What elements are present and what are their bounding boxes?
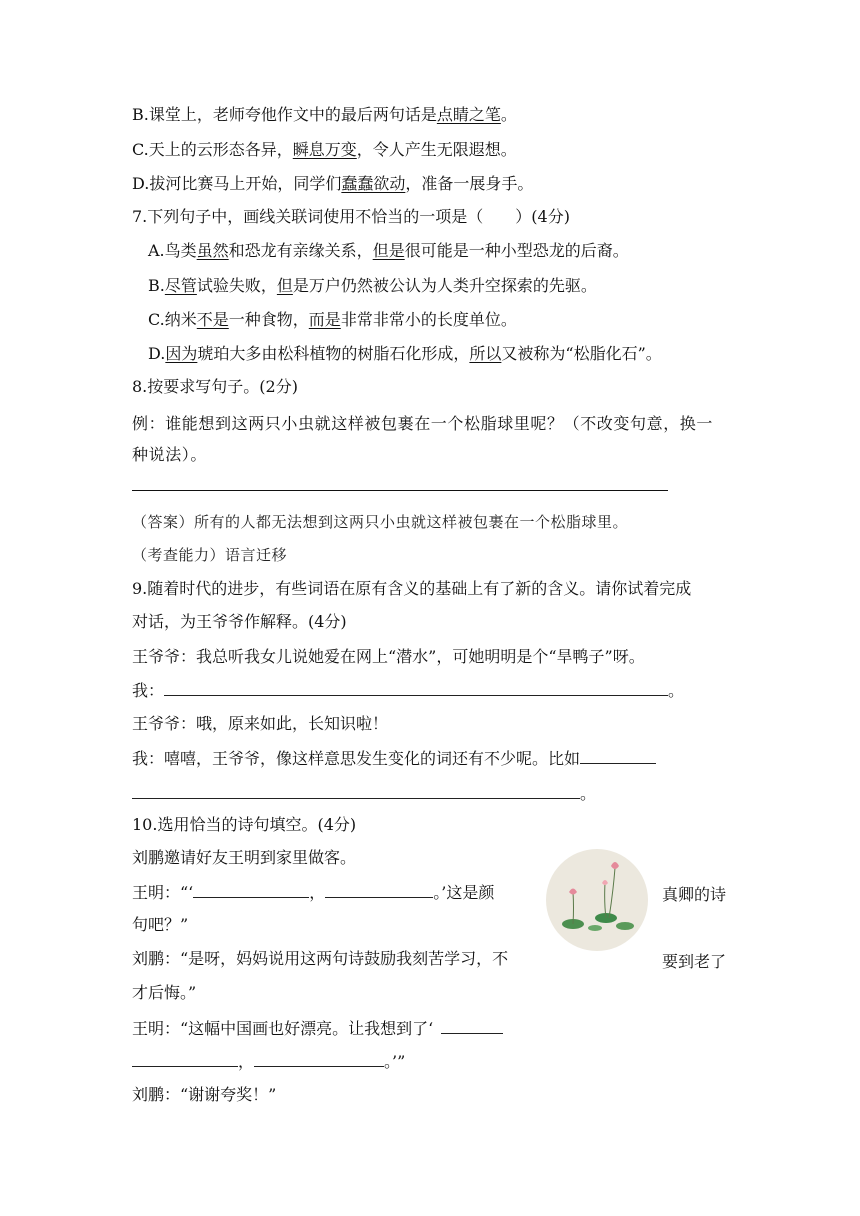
q9-blank-1[interactable] xyxy=(164,680,668,696)
q9-dialogue-4: 我：嘻嘻，王爷爷，像这样意思发生变化的词还有不少呢。比如 xyxy=(132,748,656,769)
q8-answer-line[interactable] xyxy=(132,490,668,491)
q10-liupeng-1-cont: 要到老了 xyxy=(662,952,727,971)
q7-stem: 7.下列句子中，画线关联词使用不恰当的一项是（ ）(4分) xyxy=(132,207,570,226)
q10-blank-2[interactable] xyxy=(325,882,433,898)
q7-option-a: A.鸟类虽然和恐龙有亲缘关系，但是很可能是一种小型恐龙的后裔。 xyxy=(148,241,629,260)
q10-blank-5[interactable] xyxy=(254,1051,384,1067)
q8-example-line2: 种说法）。 xyxy=(132,445,208,464)
q10-wangming-1-end: 句吧？” xyxy=(132,915,189,934)
q8-stem: 8.按要求写句子。(2分) xyxy=(132,377,298,396)
q10-wangming-2: 王明：“这幅中国画也好漂亮。让我想到了‘ xyxy=(132,1018,503,1039)
q10-stem: 10.选用恰当的诗句填空。(4分) xyxy=(132,815,357,834)
q8-example-line1: 例：谁能想到这两只小虫就这样被包裹在一个松脂球里呢？（不改变句意，换一 xyxy=(132,414,714,433)
q10-wangming-1-cont: 真卿的诗 xyxy=(662,885,727,904)
q8-ability: （考查能力）语言迁移 xyxy=(132,546,288,564)
q9-dialogue-5: 。 xyxy=(132,783,596,804)
q9-dialogue-2: 我： 。 xyxy=(132,681,685,700)
lotus-painting-image xyxy=(545,848,649,952)
q9-blank-3[interactable] xyxy=(132,783,580,799)
q7-option-c: C.纳米不是一种食物，而是非常非常小的长度单位。 xyxy=(148,310,517,329)
q6-option-c: C.天上的云形态各异，瞬息万变，令人产生无限遐想。 xyxy=(132,140,517,159)
q9-blank-2[interactable] xyxy=(580,748,656,764)
q10-intro: 刘鹏邀请好友王明到家里做客。 xyxy=(132,848,357,867)
q10-liupeng-1-end: 才后悔。” xyxy=(132,983,197,1002)
q10-blank-4[interactable] xyxy=(132,1051,238,1067)
q9-dialogue-3: 王爷爷：哦，原来如此，长知识啦！ xyxy=(132,714,389,733)
q6-option-b: B.课堂上，老师夸他作文中的最后两句话是点睛之笔。 xyxy=(132,105,517,124)
q8-answer: （答案）所有的人都无法想到这两只小虫就这样被包裹在一个松脂球里。 xyxy=(132,513,629,531)
q10-wangming-1: 王明：“‘ ， 。’这是颜 xyxy=(132,883,495,902)
q7-option-d: D.因为琥珀大多由松科植物的树脂石化形成，所以又被称为“松脂化石”。 xyxy=(148,344,662,363)
q10-liupeng-2: 刘鹏：“谢谢夸奖！” xyxy=(132,1085,277,1104)
q10-blank-3[interactable] xyxy=(441,1018,503,1034)
q7-option-b: B.尽管试验失败，但是万户仍然被公认为人类升空探索的先驱。 xyxy=(148,276,597,295)
q9-stem-line2: 对话，为王爷爷作解释。(4分) xyxy=(132,612,347,631)
q10-wangming-2-cont: ， 。’” xyxy=(132,1051,405,1072)
q6-option-d: D.拔河比赛马上开始，同学们蠢蠢欲动，准备一展身手。 xyxy=(132,174,534,193)
q10-liupeng-1: 刘鹏：“是呀，妈妈说用这两句诗鼓励我刻苦学习，不 xyxy=(132,949,509,968)
q10-blank-1[interactable] xyxy=(193,882,309,898)
q9-dialogue-1: 王爷爷：我总听我女儿说她爱在网上“潜水”，可她明明是个“旱鸭子”呀。 xyxy=(132,647,645,666)
q9-stem-line1: 9.随着时代的进步，有些词语在原有含义的基础上有了新的含义。请你试着完成 xyxy=(132,579,692,598)
